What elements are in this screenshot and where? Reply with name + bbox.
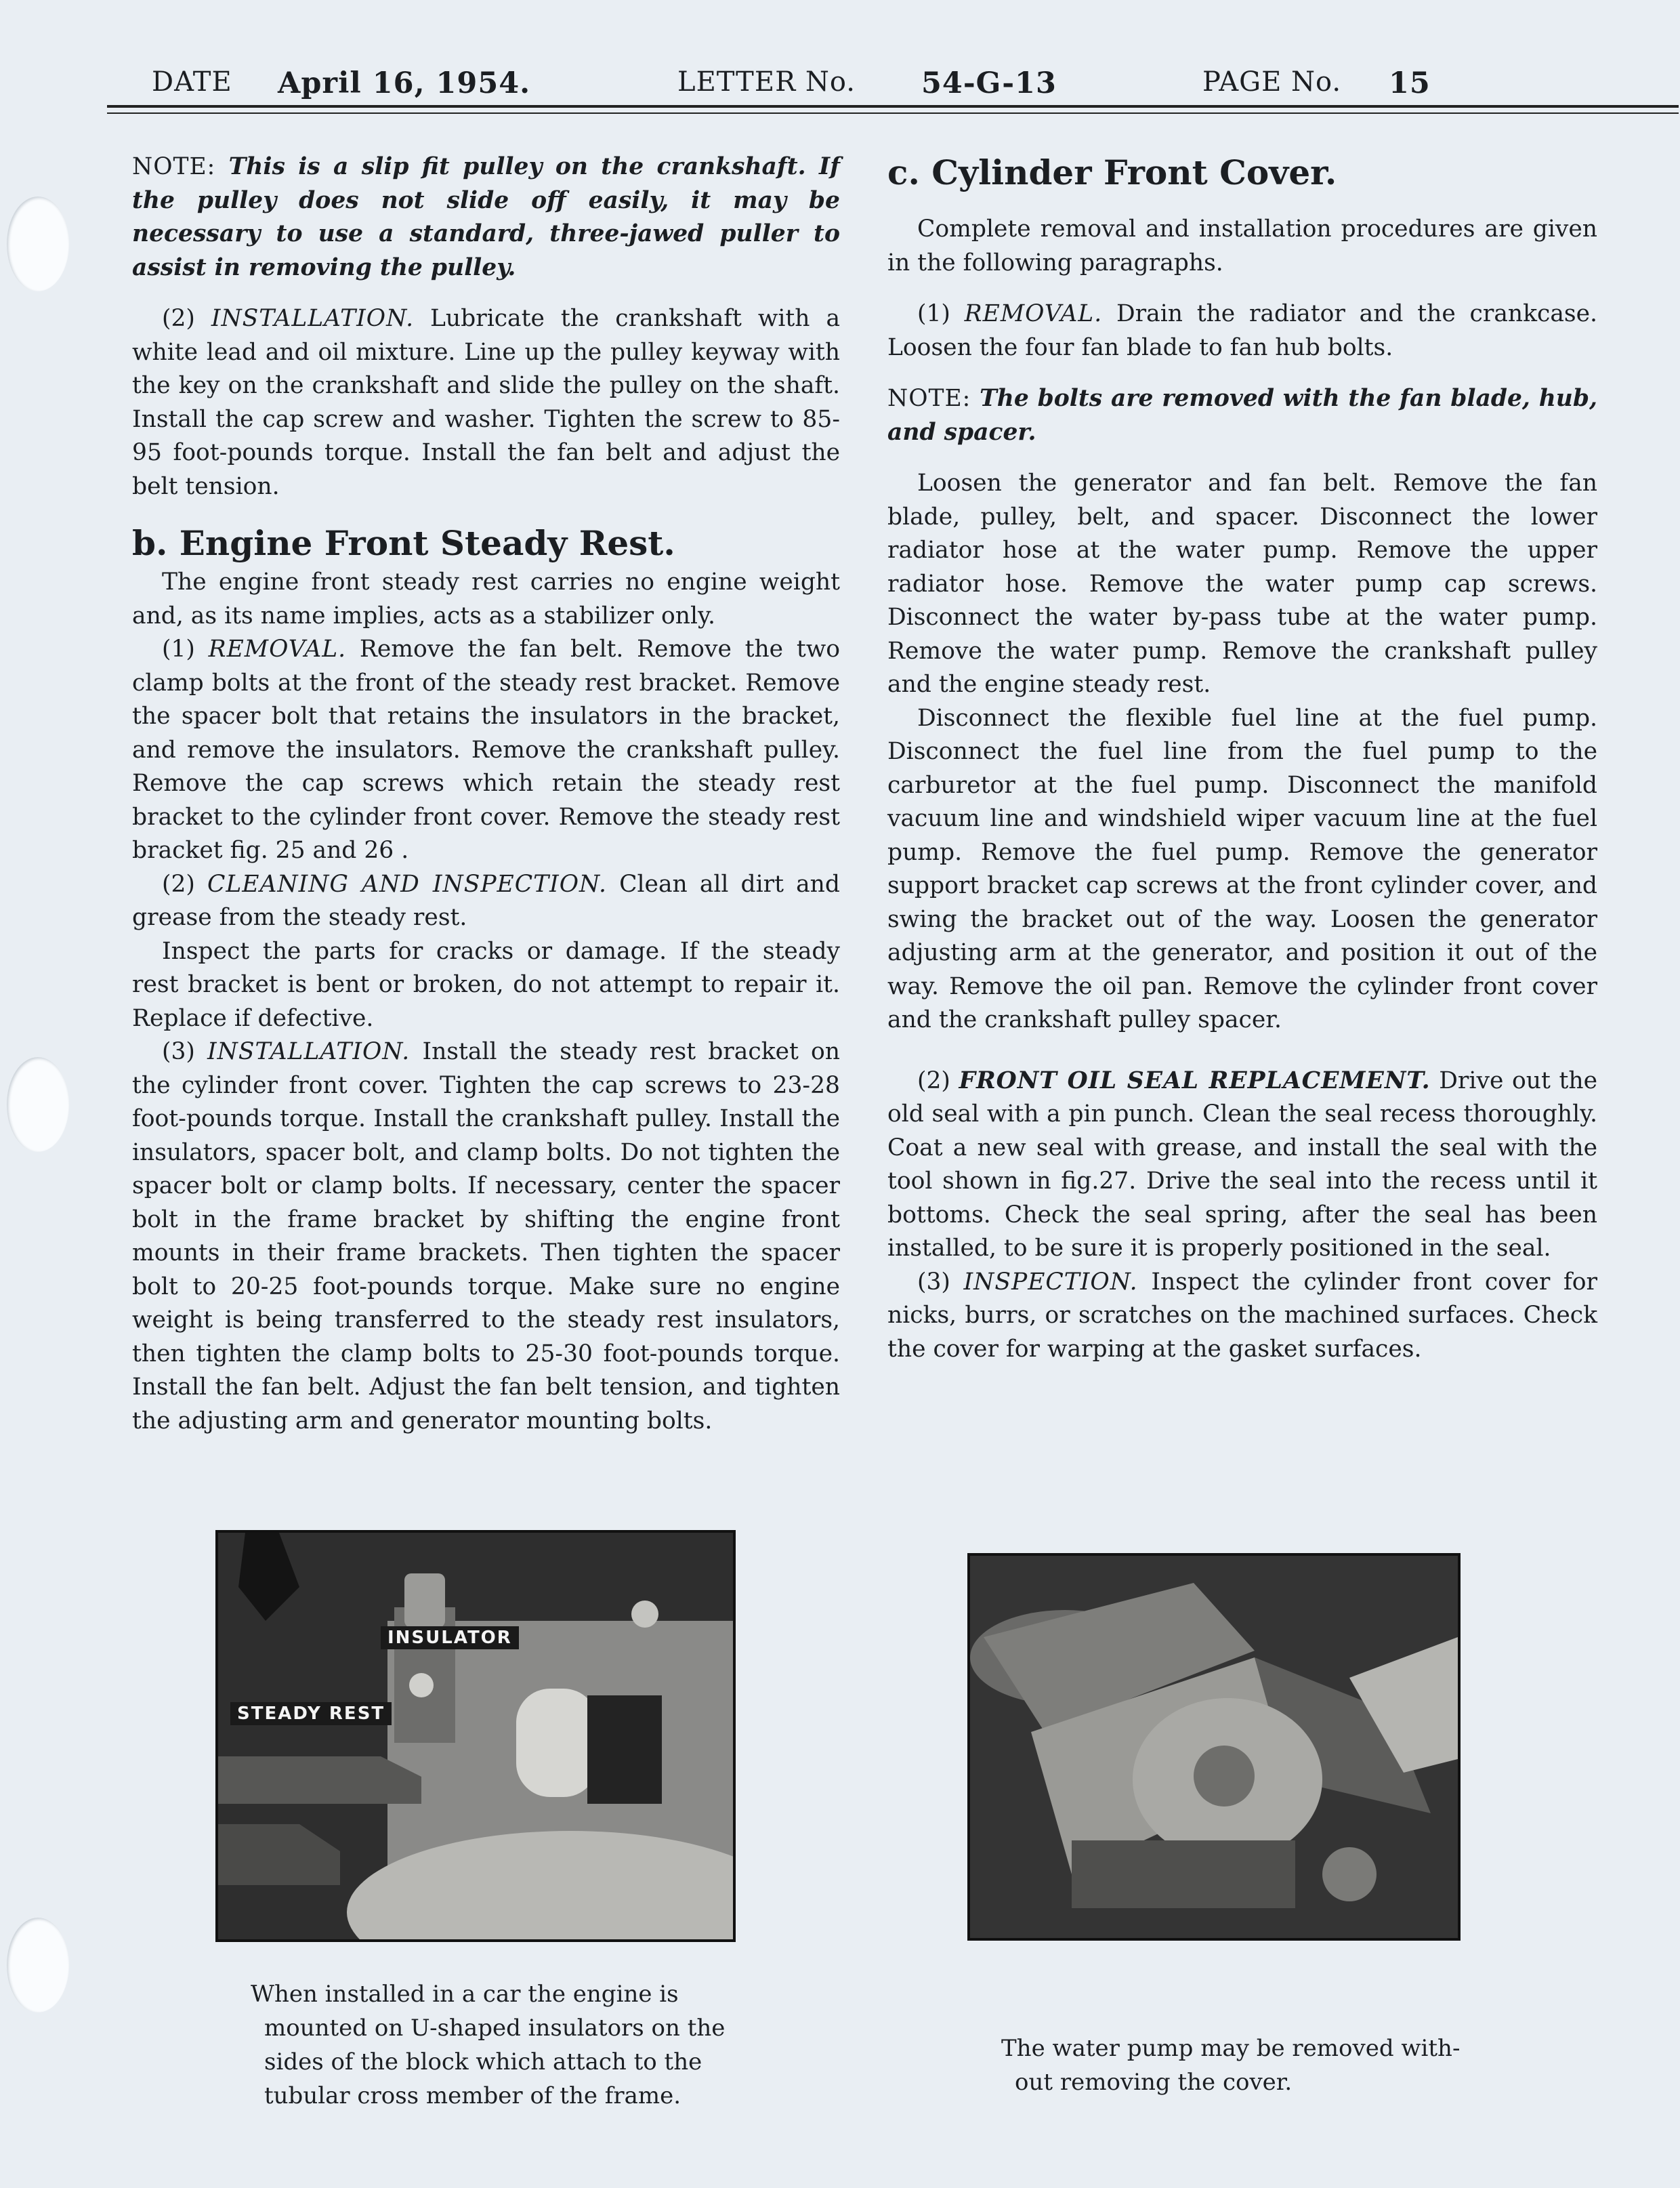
- removal-paragraph: (1) REMOVAL. Remove the fan belt. Remove the two clamp bolts at the front of the steady rest bracket. Remove the spacer bolt that retains the insulators in the bracket, and remove the insulators. Remove the crankshaft pulley. Remove the cap screws which retain the steady rest bracket to the cylinder front cover. Remove the steady rest bracket fig. 25 and 26 .: [132, 636, 841, 864]
- right-column: [887, 150, 1597, 1366]
- letter-value: 54-G-13: [921, 66, 1057, 100]
- page-header: [135, 66, 1626, 107]
- cover-intro: Complete removal and installation procedures are given in the following paragraphs.: [887, 215, 1597, 276]
- cover-inspection-paragraph: (3) INSPECTION. Inspect the cylinder front cover for nicks, burrs, or scratches on the machined surfaces. Check the cover for warping at the gasket surfaces.: [887, 1268, 1598, 1363]
- loosen-generator-paragraph: Loosen the generator and fan belt. Remove the fan blade, pulley, belt, and spacer. Disconnect the lower radiator hose at the water pump. Remove the upper radiator hose. Remove the water pump cap screws. Disconnect the water by-pass tube at the water pump. Remove the water pump. Remove the crankshaft pulley and the engine steady rest.: [887, 470, 1597, 698]
- seal-replacement-paragraph: (2) FRONT OIL SEAL REPLACEMENT. Drive out the old seal with a pin punch. Clean the seal recess thoroughly. Coat a new seal with grease, and install the seal with the tool shown in fig.27. Drive the seal into the recess until it bottoms. Check the seal spring, after the seal has been installed, to be sure it is properly positioned in the seal.: [887, 1067, 1597, 1262]
- date-label: DATE: [152, 66, 232, 98]
- punch-hole-middle: [7, 1057, 69, 1152]
- steady-rest-intro: The engine front steady rest carries no engine weight and, as its name implies, acts as a stabilizer only.: [132, 569, 840, 629]
- steady-rest-callout: STEADY REST: [230, 1702, 392, 1725]
- engine-illustration: [970, 1556, 1458, 1938]
- letter-label: LETTER No.: [677, 66, 856, 98]
- disconnect-fuel-paragraph: Disconnect the flexible fuel line at the fuel pump. Disconnect the fuel line from the fuel pump to the carburetor at the fuel pump. Disconnect the manifold vacuum line and windshield wiper vacuum line at the fuel pump. Remove the fuel pump. Remove the generator support bracket cap screws at the front cylinder cover, and swing the bracket out of the way. Loosen the generator adjusting arm at the generator, and position it out of the way. Remove the oil pan. Remove the cylinder front cover and the crankshaft pulley spacer.: [887, 704, 1597, 1033]
- steady-rest-photo: [215, 1530, 736, 1942]
- water-pump-photo: [967, 1553, 1461, 1941]
- section-c-heading: c. Cylinder Front Cover.: [887, 152, 1337, 192]
- inspect-paragraph: Inspect the parts for cracks or damage. If the steady rest bracket is bent or broken, do not attempt to repair it. Replace if defective.: [132, 937, 840, 1032]
- insulator-callout: INSULATOR: [381, 1626, 519, 1649]
- header-rule-thin: [107, 112, 1679, 114]
- right-photo-caption: The water pump may be removed with- out removing the cover.: [1001, 2035, 1461, 2096]
- note-slip-fit: NOTE: This is a slip fit pulley on the crankshaft. If the pulley does not slide off easily, it may be necessary to use a standard, three-jawed puller to assist in removing the pulley.: [132, 153, 840, 281]
- page-label: PAGE No.: [1202, 66, 1342, 98]
- date-value: April 16, 1954.: [278, 66, 531, 100]
- punch-hole-bottom: [7, 1918, 69, 2012]
- punch-hole-top: [7, 197, 69, 291]
- installation-paragraph: (2) INSTALLATION. Lubricate the crankshaft with a white lead and oil mixture. Line up the pulley keyway with the key on the crankshaft and slide the pulley on the shaft. Install the cap screw and washer. Tighten the screw to 85-95 foot-pounds torque. Install the fan belt and adjust the belt tension.: [132, 305, 841, 500]
- note-bolts: NOTE: The bolts are removed with the fan blade, hub, and spacer.: [887, 385, 1597, 446]
- section-b-heading: b. Engine Front Steady Rest.: [132, 523, 675, 563]
- cleaning-paragraph: (2) CLEANING AND INSPECTION. Clean all dirt and grease from the steady rest.: [132, 870, 840, 931]
- installation-2-paragraph: (3) INSTALLATION. Install the steady rest bracket on the cylinder front cover. Tighten the cap screws to 23-28 foot-pounds torque. Install the crankshaft pulley. Install the insulators, spacer bolt, and clamp bolts. Do not tighten the spacer bolt or clamp bolts. If necessary, center the spacer bolt in the frame bracket by shifting the engine front mounts in their frame brackets. Then tighten the spacer bolt to 20-25 foot-pounds torque. Make sure no engine weight is being transferred to the steady rest insulators, then tighten the clamp bolts to 25-30 foot-pounds torque. Install the fan belt. Adjust the fan belt tension, and tighten the adjusting arm and generator mounting bolts.: [132, 1038, 841, 1434]
- page-value: 15: [1389, 66, 1431, 100]
- header-rule: [107, 105, 1679, 108]
- left-photo-caption: When installed in a car the engine is mounted on U-shaped insulators on the sides of the block which attach to the tubular cross member of the frame.: [251, 1981, 726, 2109]
- left-column: [132, 150, 840, 1438]
- cover-removal-paragraph: (1) REMOVAL. Drain the radiator and the crankcase. Loosen the four fan blade to fan hub bolts.: [887, 300, 1598, 361]
- steady-rest-illustration: [218, 1533, 733, 1939]
